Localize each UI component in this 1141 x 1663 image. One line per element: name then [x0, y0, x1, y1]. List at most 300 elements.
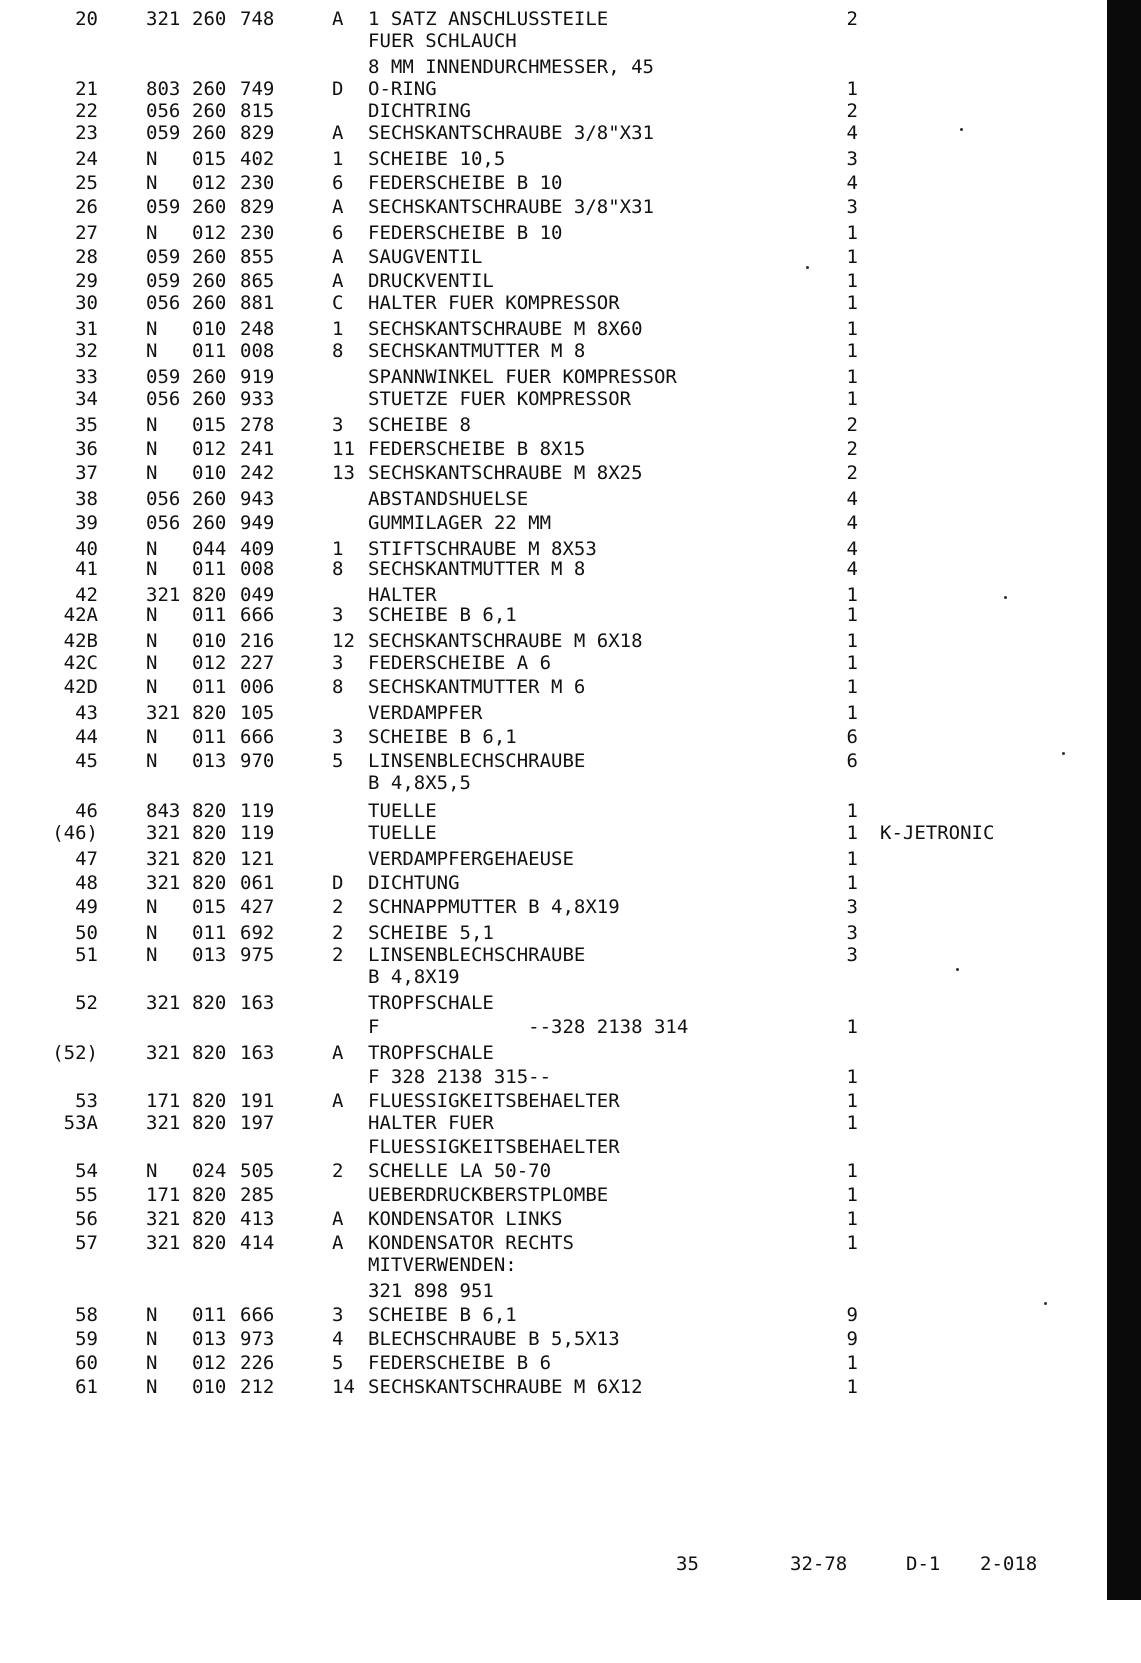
cell-p2: 260 [192, 78, 227, 100]
cell-desc: TROPFSCHALE [368, 992, 494, 1014]
scan-black-edge [1107, 0, 1141, 1600]
cell-qty: 1 [846, 652, 858, 674]
cell-qty: 1 [846, 366, 858, 388]
cell-qty: 1 [846, 340, 858, 362]
cell-p4: C [332, 292, 344, 314]
cell-p4: A [332, 8, 344, 30]
cell-p1: N [146, 558, 158, 580]
cell-p4: A [332, 246, 344, 268]
cell-desc: SECHSKANTMUTTER M 6 [368, 676, 586, 698]
cell-pos: 23 [75, 122, 98, 144]
cell-desc: SECHSKANTMUTTER M 8 [368, 558, 586, 580]
cell-p3: 933 [240, 388, 275, 410]
cell-desc: DICHTRING [368, 100, 471, 122]
scan-speck [960, 128, 963, 131]
cell-qty: 4 [846, 488, 858, 510]
cell-p3: 666 [240, 726, 275, 748]
cell-p1: N [146, 604, 158, 626]
cell-p3: 505 [240, 1160, 275, 1182]
cell-desc: 8 MM INNENDURCHMESSER, 45 [368, 56, 654, 78]
cell-pos: 35 [75, 414, 98, 436]
cell-pos: 22 [75, 100, 98, 122]
cell-p2: 012 [192, 438, 227, 460]
cell-desc: O-RING [368, 78, 437, 100]
cell-desc: FEDERSCHEIBE B 10 [368, 172, 563, 194]
cell-pos: 43 [75, 702, 98, 724]
cell-p3: 414 [240, 1232, 275, 1254]
cell-p2: 011 [192, 726, 227, 748]
cell-p1: 056 [146, 488, 181, 510]
cell-pos: 41 [75, 558, 98, 580]
cell-desc: SECHSKANTSCHRAUBE M 6X12 [368, 1376, 643, 1398]
cell-p2: 011 [192, 604, 227, 626]
cell-pos: 40 [75, 538, 98, 560]
cell-p4: 4 [332, 1328, 344, 1350]
scan-speck [1044, 1302, 1047, 1305]
cell-desc: SPANNWINKEL FUER KOMPRESSOR [368, 366, 677, 388]
cell-desc: 1 SATZ ANSCHLUSSTEILE [368, 8, 609, 30]
cell-pos: 54 [75, 1160, 98, 1182]
cell-p1: N [146, 896, 158, 918]
cell-p1: N [146, 148, 158, 170]
cell-pos: 42B [63, 630, 98, 652]
cell-desc: TROPFSCHALE [368, 1042, 494, 1064]
cell-p4: 8 [332, 340, 344, 362]
cell-p2: 820 [192, 1090, 227, 1112]
cell-p2: 015 [192, 148, 227, 170]
cell-p3: 278 [240, 414, 275, 436]
cell-p1: N [146, 1160, 158, 1182]
cell-p1: 321 [146, 1042, 181, 1064]
cell-desc: SCHEIBE B 6,1 [368, 726, 517, 748]
cell-p4: D [332, 78, 344, 100]
cell-p3: 919 [240, 366, 275, 388]
scan-speck [806, 266, 809, 269]
cell-p1: 321 [146, 848, 181, 870]
cell-desc: HALTER FUER [368, 1112, 494, 1134]
cell-desc: FEDERSCHEIBE B 10 [368, 222, 563, 244]
cell-p3: 049 [240, 584, 275, 606]
cell-p1: 059 [146, 246, 181, 268]
cell-desc: HALTER [368, 584, 437, 606]
cell-qty: 1 [846, 1066, 858, 1088]
cell-p2: 013 [192, 1328, 227, 1350]
cell-desc: SECHSKANTMUTTER M 8 [368, 340, 586, 362]
cell-pos: 61 [75, 1376, 98, 1398]
cell-desc: FLUESSIGKEITSBEHAELTER [368, 1136, 620, 1158]
cell-pos: 48 [75, 872, 98, 894]
cell-qty: 2 [846, 462, 858, 484]
cell-qty: 3 [846, 196, 858, 218]
cell-desc: F --328 2138 314 [368, 1016, 689, 1038]
cell-p2: 820 [192, 702, 227, 724]
cell-p2: 260 [192, 196, 227, 218]
cell-p4: 8 [332, 558, 344, 580]
cell-p4: 6 [332, 172, 344, 194]
cell-p1: 321 [146, 822, 181, 844]
cell-p4: 5 [332, 1352, 344, 1374]
cell-p2: 260 [192, 122, 227, 144]
cell-p3: 829 [240, 122, 275, 144]
cell-desc: SECHSKANTSCHRAUBE M 8X25 [368, 462, 643, 484]
cell-p4: A [332, 122, 344, 144]
cell-p1: N [146, 676, 158, 698]
cell-p1: 321 [146, 1112, 181, 1134]
cell-note: K-JETRONIC [880, 822, 995, 844]
cell-desc: LINSENBLECHSCHRAUBE [368, 750, 586, 772]
cell-p2: 012 [192, 222, 227, 244]
cell-desc: SCHEIBE 10,5 [368, 148, 506, 170]
cell-pos: (52) [52, 1042, 98, 1064]
cell-pos: 42D [63, 676, 98, 698]
cell-qty: 1 [846, 222, 858, 244]
cell-desc: TUELLE [368, 800, 437, 822]
cell-qty: 1 [846, 388, 858, 410]
cell-qty: 4 [846, 122, 858, 144]
cell-p3: 666 [240, 1304, 275, 1326]
cell-qty: 6 [846, 726, 858, 748]
cell-p2: 024 [192, 1160, 227, 1182]
cell-p4: 3 [332, 652, 344, 674]
cell-p2: 260 [192, 270, 227, 292]
cell-p4: D [332, 872, 344, 894]
cell-p3: 829 [240, 196, 275, 218]
cell-qty: 1 [846, 1376, 858, 1398]
cell-p3: 216 [240, 630, 275, 652]
cell-p3: 865 [240, 270, 275, 292]
cell-qty: 1 [846, 1112, 858, 1134]
cell-pos: 42A [63, 604, 98, 626]
cell-pos: 49 [75, 896, 98, 918]
cell-p4: 3 [332, 1304, 344, 1326]
cell-p1: 056 [146, 388, 181, 410]
cell-qty: 3 [846, 896, 858, 918]
cell-desc: SCHEIBE B 6,1 [368, 604, 517, 626]
cell-pos: 37 [75, 462, 98, 484]
cell-qty: 9 [846, 1304, 858, 1326]
cell-qty: 1 [846, 1160, 858, 1182]
cell-p1: 321 [146, 8, 181, 30]
cell-p1: 803 [146, 78, 181, 100]
cell-p2: 820 [192, 848, 227, 870]
cell-pos: 50 [75, 922, 98, 944]
cell-p4: 2 [332, 922, 344, 944]
cell-pos: 24 [75, 148, 98, 170]
cell-qty: 1 [846, 1090, 858, 1112]
cell-p1: N [146, 1328, 158, 1350]
cell-desc: STIFTSCHRAUBE M 8X53 [368, 538, 597, 560]
cell-p1: N [146, 538, 158, 560]
cell-desc: B 4,8X5,5 [368, 772, 471, 794]
cell-pos: 26 [75, 196, 98, 218]
cell-p1: 321 [146, 584, 181, 606]
cell-p2: 820 [192, 1184, 227, 1206]
cell-p1: 321 [146, 702, 181, 724]
cell-p4: 14 [332, 1376, 355, 1398]
scan-speck [1004, 596, 1007, 599]
cell-p2: 015 [192, 414, 227, 436]
cell-p3: 230 [240, 222, 275, 244]
cell-pos: 42 [75, 584, 98, 606]
cell-p2: 820 [192, 1232, 227, 1254]
cell-p2: 011 [192, 340, 227, 362]
cell-desc: SCHELLE LA 50-70 [368, 1160, 552, 1182]
cell-p2: 260 [192, 292, 227, 314]
cell-qty: 1 [846, 800, 858, 822]
footer-page-number: 35 [676, 1553, 699, 1575]
cell-pos: 20 [75, 8, 98, 30]
cell-qty: 1 [846, 78, 858, 100]
cell-qty: 2 [846, 100, 858, 122]
cell-qty: 2 [846, 414, 858, 436]
cell-p2: 260 [192, 488, 227, 510]
footer-section: D-1 [906, 1553, 941, 1575]
cell-desc: KONDENSATOR LINKS [368, 1208, 563, 1230]
cell-p1: N [146, 222, 158, 244]
cell-p3: 855 [240, 246, 275, 268]
cell-p4: A [332, 270, 344, 292]
cell-qty: 1 [846, 292, 858, 314]
cell-p2: 260 [192, 388, 227, 410]
cell-p1: 843 [146, 800, 181, 822]
cell-p1: N [146, 318, 158, 340]
cell-p3: 230 [240, 172, 275, 194]
cell-p3: 692 [240, 922, 275, 944]
cell-desc: ABSTANDSHUELSE [368, 488, 529, 510]
cell-p2: 820 [192, 1208, 227, 1230]
cell-desc: FUER SCHLAUCH [368, 30, 517, 52]
cell-p3: 006 [240, 676, 275, 698]
scan-speck [956, 968, 959, 971]
cell-p1: 056 [146, 512, 181, 534]
cell-qty: 3 [846, 148, 858, 170]
cell-desc: HALTER FUER KOMPRESSOR [368, 292, 620, 314]
cell-desc: SCHEIBE B 6,1 [368, 1304, 517, 1326]
cell-p1: N [146, 438, 158, 460]
cell-desc: LINSENBLECHSCHRAUBE [368, 944, 586, 966]
cell-p2: 260 [192, 100, 227, 122]
cell-p1: 321 [146, 992, 181, 1014]
cell-qty: 3 [846, 922, 858, 944]
cell-p1: N [146, 726, 158, 748]
cell-p3: 285 [240, 1184, 275, 1206]
cell-p3: 119 [240, 822, 275, 844]
scan-speck [1062, 752, 1065, 755]
cell-p3: 949 [240, 512, 275, 534]
cell-desc: FEDERSCHEIBE B 8X15 [368, 438, 586, 460]
cell-p4: 3 [332, 604, 344, 626]
footer-reference-code: 2-018 [980, 1553, 1038, 1575]
cell-pos: 31 [75, 318, 98, 340]
cell-p1: N [146, 414, 158, 436]
cell-desc: KONDENSATOR RECHTS [368, 1232, 574, 1254]
cell-p4: 11 [332, 438, 355, 460]
cell-desc: F 328 2138 315-- [368, 1066, 552, 1088]
cell-p4: 5 [332, 750, 344, 772]
cell-p3: 008 [240, 340, 275, 362]
cell-desc: FEDERSCHEIBE A 6 [368, 652, 552, 674]
cell-p3: 227 [240, 652, 275, 674]
cell-p3: 815 [240, 100, 275, 122]
cell-pos: 55 [75, 1184, 98, 1206]
cell-p4: 12 [332, 630, 355, 652]
cell-p1: 321 [146, 1208, 181, 1230]
cell-pos: 45 [75, 750, 98, 772]
cell-p1: N [146, 462, 158, 484]
cell-p4: 1 [332, 538, 344, 560]
cell-p1: N [146, 944, 158, 966]
cell-pos: 57 [75, 1232, 98, 1254]
cell-p4: 2 [332, 896, 344, 918]
cell-p1: 056 [146, 100, 181, 122]
cell-pos: 29 [75, 270, 98, 292]
cell-qty: 1 [846, 822, 858, 844]
cell-p4: 1 [332, 148, 344, 170]
cell-p1: 321 [146, 872, 181, 894]
cell-p3: 748 [240, 8, 275, 30]
cell-p2: 260 [192, 8, 227, 30]
cell-p3: 943 [240, 488, 275, 510]
cell-qty: 1 [846, 1352, 858, 1374]
cell-p2: 011 [192, 922, 227, 944]
cell-qty: 4 [846, 538, 858, 560]
cell-desc: GUMMILAGER 22 MM [368, 512, 552, 534]
cell-p4: A [332, 1090, 344, 1112]
cell-p3: 409 [240, 538, 275, 560]
cell-desc: 321 898 951 [368, 1280, 494, 1302]
cell-pos: 34 [75, 388, 98, 410]
cell-p2: 010 [192, 462, 227, 484]
cell-p1: 171 [146, 1090, 181, 1112]
cell-p3: 121 [240, 848, 275, 870]
cell-qty: 6 [846, 750, 858, 772]
cell-qty: 4 [846, 172, 858, 194]
cell-p2: 820 [192, 1042, 227, 1064]
cell-desc: TUELLE [368, 822, 437, 844]
cell-p2: 260 [192, 512, 227, 534]
cell-p2: 011 [192, 1304, 227, 1326]
cell-qty: 3 [846, 944, 858, 966]
cell-qty: 1 [846, 1208, 858, 1230]
page-footer [0, 1553, 1038, 1575]
cell-p2: 010 [192, 630, 227, 652]
cell-p2: 820 [192, 872, 227, 894]
cell-p3: 427 [240, 896, 275, 918]
cell-p3: 970 [240, 750, 275, 772]
cell-p2: 820 [192, 584, 227, 606]
cell-p2: 012 [192, 1352, 227, 1374]
cell-desc: MITVERWENDEN: [368, 1254, 517, 1276]
cell-p2: 011 [192, 676, 227, 698]
cell-p3: 248 [240, 318, 275, 340]
cell-p3: 105 [240, 702, 275, 724]
cell-desc: UEBERDRUCKBERSTPLOMBE [368, 1184, 609, 1206]
cell-pos: 56 [75, 1208, 98, 1230]
cell-qty: 2 [846, 438, 858, 460]
cell-p4: 2 [332, 944, 344, 966]
cell-p4: A [332, 1232, 344, 1254]
cell-p3: 666 [240, 604, 275, 626]
cell-pos: 53A [63, 1112, 98, 1134]
cell-desc: BLECHSCHRAUBE B 5,5X13 [368, 1328, 620, 1350]
cell-desc: SAUGVENTIL [368, 246, 483, 268]
cell-pos: 46 [75, 800, 98, 822]
cell-qty: 4 [846, 512, 858, 534]
cell-qty: 1 [846, 848, 858, 870]
cell-p1: 059 [146, 270, 181, 292]
cell-pos: 59 [75, 1328, 98, 1350]
cell-desc: DRUCKVENTIL [368, 270, 494, 292]
cell-pos: 42C [63, 652, 98, 674]
cell-pos: 60 [75, 1352, 98, 1374]
cell-p2: 260 [192, 366, 227, 388]
cell-desc: FLUESSIGKEITSBEHAELTER [368, 1090, 620, 1112]
cell-p3: 402 [240, 148, 275, 170]
cell-p1: N [146, 652, 158, 674]
cell-desc: SECHSKANTSCHRAUBE M 6X18 [368, 630, 643, 652]
cell-p3: 975 [240, 944, 275, 966]
cell-p1: 059 [146, 196, 181, 218]
cell-p2: 820 [192, 992, 227, 1014]
cell-p2: 013 [192, 944, 227, 966]
cell-qty: 1 [846, 1016, 858, 1038]
footer-date-code: 32-78 [790, 1553, 848, 1575]
cell-desc: SCHNAPPMUTTER B 4,8X19 [368, 896, 620, 918]
cell-qty: 1 [846, 702, 858, 724]
cell-pos: (46) [52, 822, 98, 844]
cell-pos: 36 [75, 438, 98, 460]
cell-qty: 1 [846, 604, 858, 626]
cell-p3: 119 [240, 800, 275, 822]
cell-p2: 820 [192, 800, 227, 822]
cell-p2: 820 [192, 822, 227, 844]
cell-pos: 21 [75, 78, 98, 100]
cell-p3: 241 [240, 438, 275, 460]
cell-desc: VERDAMPFERGEHAEUSE [368, 848, 574, 870]
cell-p2: 820 [192, 1112, 227, 1134]
cell-p3: 749 [240, 78, 275, 100]
cell-p3: 163 [240, 992, 275, 1014]
cell-p2: 010 [192, 1376, 227, 1398]
cell-p3: 008 [240, 558, 275, 580]
cell-desc: DICHTUNG [368, 872, 460, 894]
cell-pos: 53 [75, 1090, 98, 1112]
cell-p3: 973 [240, 1328, 275, 1350]
cell-p4: A [332, 196, 344, 218]
cell-p2: 260 [192, 246, 227, 268]
cell-pos: 58 [75, 1304, 98, 1326]
cell-p2: 010 [192, 318, 227, 340]
cell-p3: 212 [240, 1376, 275, 1398]
cell-p1: 059 [146, 366, 181, 388]
cell-p2: 044 [192, 538, 227, 560]
cell-qty: 1 [846, 676, 858, 698]
cell-pos: 52 [75, 992, 98, 1014]
cell-p4: 6 [332, 222, 344, 244]
cell-pos: 30 [75, 292, 98, 314]
cell-pos: 25 [75, 172, 98, 194]
cell-qty: 1 [846, 246, 858, 268]
cell-desc: FEDERSCHEIBE B 6 [368, 1352, 552, 1374]
cell-p1: 321 [146, 1232, 181, 1254]
cell-p1: 059 [146, 122, 181, 144]
cell-p2: 011 [192, 558, 227, 580]
cell-desc: SECHSKANTSCHRAUBE M 8X60 [368, 318, 643, 340]
cell-qty: 1 [846, 1184, 858, 1206]
cell-p1: N [146, 340, 158, 362]
cell-p2: 015 [192, 896, 227, 918]
cell-p1: 171 [146, 1184, 181, 1206]
